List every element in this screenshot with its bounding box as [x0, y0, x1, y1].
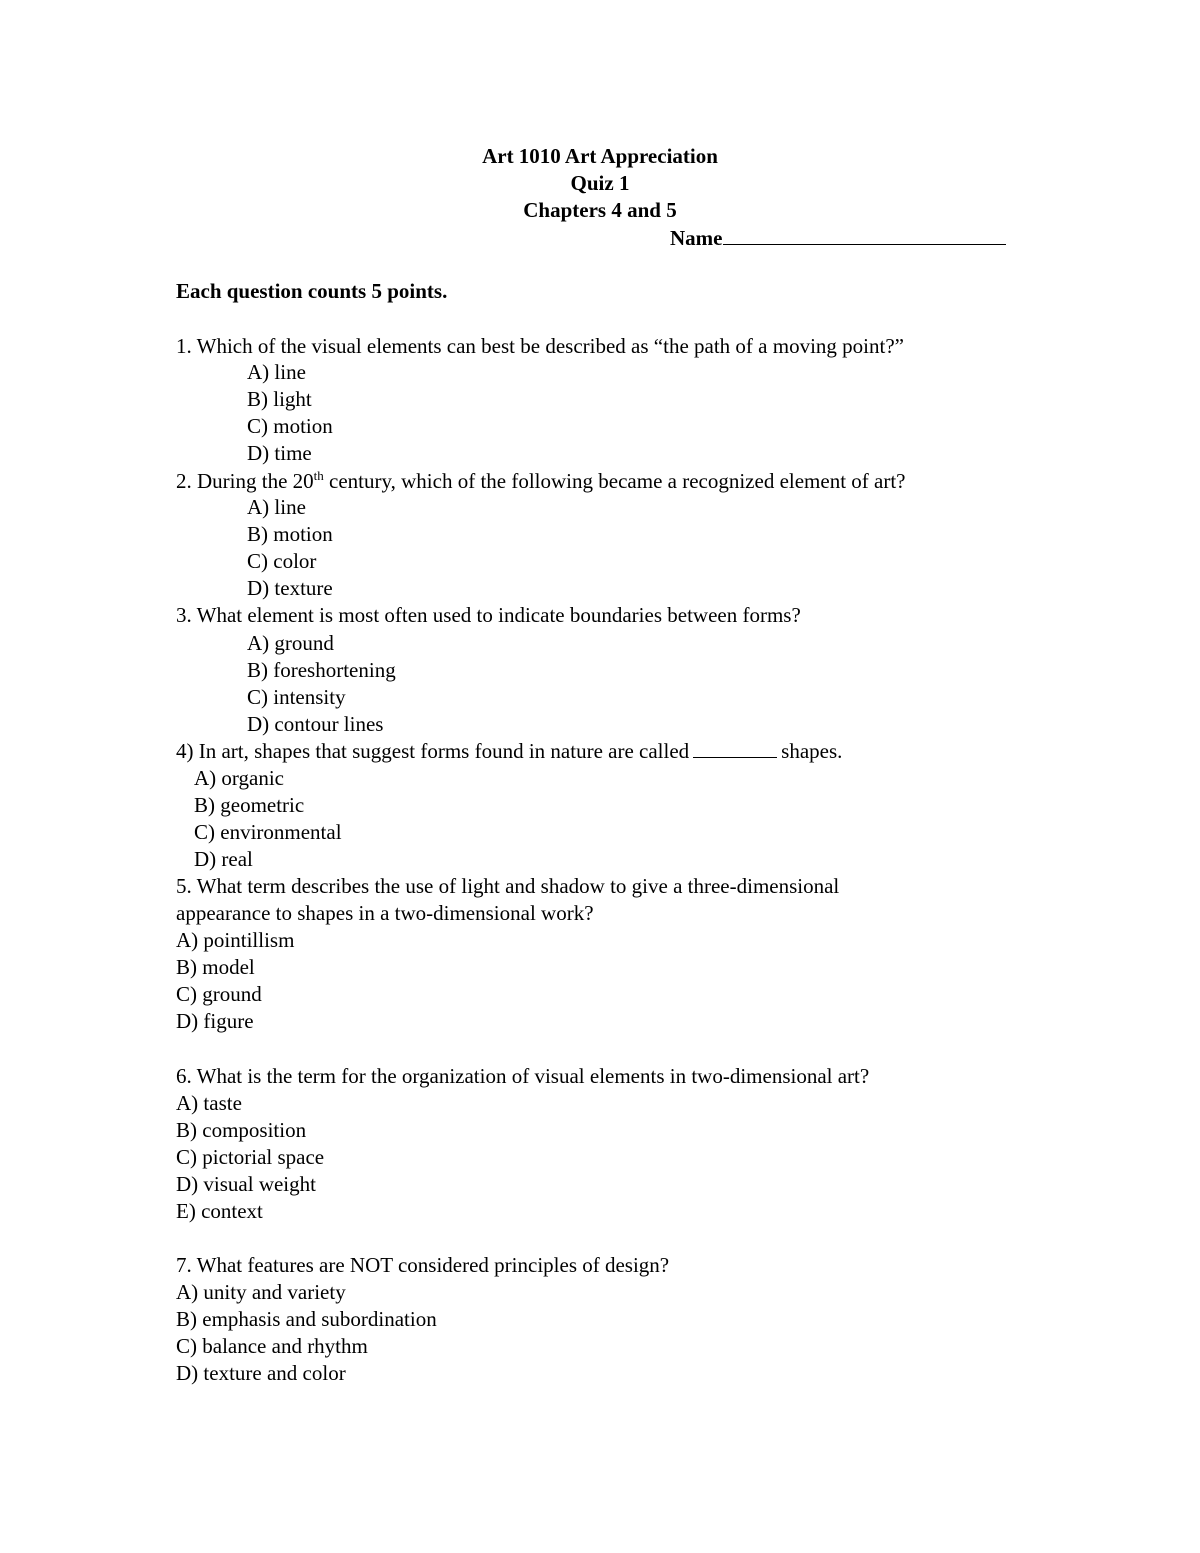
- question-5-line-2: appearance to shapes in a two-dimensional work?: [176, 901, 594, 925]
- answer-blank: [693, 739, 777, 758]
- name-label: Name: [670, 226, 723, 250]
- question-5-line-1: 5. What term describes the use of light and shadow to give a three-dimensional: [176, 874, 840, 898]
- instructions: Each question counts 5 points.: [176, 279, 448, 303]
- option-3c: C) intensity: [247, 685, 346, 709]
- option-6c: C) pictorial space: [176, 1145, 325, 1169]
- question-4-text-b: shapes.: [781, 739, 843, 763]
- option-4d: D) real: [194, 847, 253, 871]
- course-title: Art 1010 Art Appreciation: [482, 144, 718, 168]
- question-7: 7. What features are NOT considered principles of design?: [176, 1253, 670, 1277]
- option-5a: A) pointillism: [176, 928, 295, 952]
- option-6a: A) taste: [176, 1091, 242, 1115]
- option-2b: B) motion: [247, 522, 333, 546]
- option-3d: D) contour lines: [247, 712, 384, 736]
- option-3b: B) foreshortening: [247, 658, 396, 682]
- option-5b: B) model: [176, 955, 255, 979]
- option-7a: A) unity and variety: [176, 1280, 346, 1304]
- option-1a: A) line: [247, 360, 306, 384]
- option-1d: D) time: [247, 441, 312, 465]
- option-7d: D) texture and color: [176, 1361, 346, 1385]
- name-field: [670, 224, 1006, 252]
- question-4: [176, 738, 842, 765]
- question-2-superscript: th: [313, 468, 324, 483]
- option-7c: C) balance and rhythm: [176, 1334, 368, 1358]
- option-7b: B) emphasis and subordination: [176, 1307, 437, 1331]
- option-1c: C) motion: [247, 414, 333, 438]
- option-1b: B) light: [247, 387, 312, 411]
- option-4a: A) organic: [194, 766, 284, 790]
- option-5d: D) figure: [176, 1009, 254, 1033]
- option-6e: E) context: [176, 1199, 263, 1223]
- question-1: 1. Which of the visual elements can best be described as “the path of a moving point?”: [176, 334, 904, 358]
- option-6b: B) composition: [176, 1118, 307, 1142]
- option-4c: C) environmental: [194, 820, 342, 844]
- option-6d: D) visual weight: [176, 1172, 316, 1196]
- option-2d: D) texture: [247, 576, 333, 600]
- option-2c: C) color: [247, 549, 317, 573]
- name-blank[interactable]: [723, 224, 1006, 245]
- question-2: [176, 468, 906, 495]
- chapters-title: Chapters 4 and 5: [523, 198, 677, 222]
- option-2a: A) line: [247, 495, 306, 519]
- question-6: 6. What is the term for the organization of visual elements in two-dimensional art?: [176, 1064, 870, 1088]
- question-2-text-a: 2. During the 20: [176, 469, 314, 493]
- option-5c: C) ground: [176, 982, 262, 1006]
- option-4b: B) geometric: [194, 793, 305, 817]
- question-3: 3. What element is most often used to indicate boundaries between forms?: [176, 603, 801, 627]
- quiz-title: Quiz 1: [570, 171, 630, 195]
- question-2-text-b: century, which of the following became a recognized element of art?: [323, 469, 906, 493]
- option-3a: A) ground: [247, 631, 334, 655]
- question-4-text-a: 4) In art, shapes that suggest forms found in nature are called: [176, 739, 690, 763]
